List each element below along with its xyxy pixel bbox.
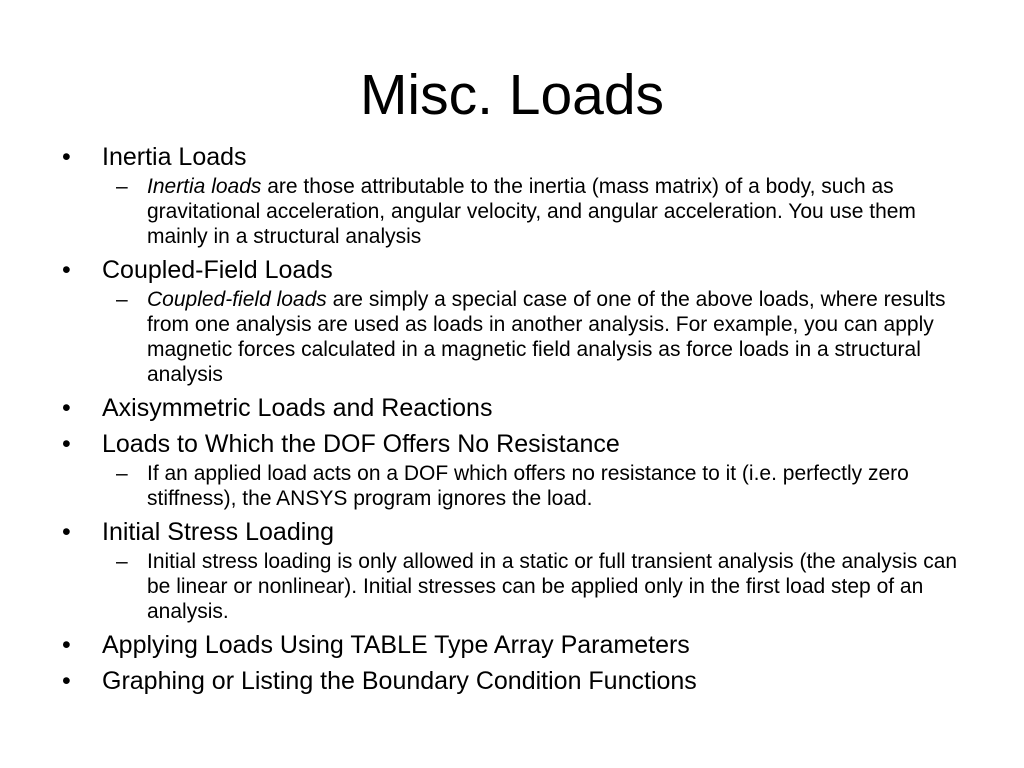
bullet-label: Axisymmetric Loads and Reactions [102, 394, 493, 422]
sub-list [102, 174, 982, 249]
dash-marker: – [116, 462, 128, 485]
bullet-marker: • [62, 394, 71, 422]
sub-item-text: If an applied load acts on a DOF which offers no resistance to it (i.e. perfectly zero stiffness), the ANSYS program ignores the load. [147, 462, 909, 510]
bullet-marker: • [62, 143, 71, 171]
bullet-marker: • [62, 631, 71, 659]
slide-title: Misc. Loads [359, 63, 665, 127]
dash-marker: – [116, 175, 128, 198]
bullet-label: Loads to Which the DOF Offers No Resistance [102, 430, 620, 458]
bullet-item-axisymmetric-loads [62, 393, 982, 423]
sub-item [102, 549, 982, 624]
bullet-item-coupled-field-loads [62, 255, 982, 387]
sub-item [102, 174, 982, 249]
bullet-item-inertia-loads [62, 142, 982, 249]
bullet-item-table-array-loads [62, 630, 982, 660]
sub-list [102, 287, 982, 387]
bullet-label: Initial Stress Loading [102, 518, 335, 546]
bullet-item-initial-stress-loading [62, 517, 982, 624]
bullet-marker: • [62, 518, 71, 546]
bullet-label: Graphing or Listing the Boundary Condition Functions [102, 667, 697, 695]
bullet-label: Coupled-Field Loads [102, 256, 333, 284]
bullet-item-no-resistance-loads [62, 429, 982, 511]
bullet-label: Applying Loads Using TABLE Type Array Parameters [102, 631, 690, 659]
sub-item-emphasis: Coupled-field loads [147, 288, 327, 311]
bullet-marker: • [62, 256, 71, 284]
sub-item [102, 461, 982, 511]
sub-item-text: Initial stress loading is only allowed in a static or full transient analysis (the analysis can be linear or nonlinear). Initial stresses can be applied only in the first load step of an analysis. [147, 550, 958, 623]
bullet-list [62, 142, 982, 696]
sub-item-emphasis: Inertia loads [147, 175, 262, 198]
sub-item-text: are simply a special case of one of the above loads, where results from one analysis are used as loads in another analysis. For example, you can apply magnetic forces calculated in a magnetic field analysis as force loads in a structural analysis [147, 288, 946, 386]
bullet-item-graphing-boundary-functions [62, 666, 982, 696]
sub-item-text: are those attributable to the inertia (mass matrix) of a body, such as gravitational acceleration, angular velocity, and angular acceleration. You use them mainly in a structural analysis [147, 175, 916, 248]
sub-list [102, 461, 982, 511]
bullet-label: Inertia Loads [102, 143, 247, 171]
bullet-marker: • [62, 430, 71, 458]
sub-item [102, 287, 982, 387]
dash-marker: – [116, 288, 128, 311]
dash-marker: – [116, 550, 128, 573]
bullet-marker: • [62, 667, 71, 695]
sub-list [102, 549, 982, 624]
